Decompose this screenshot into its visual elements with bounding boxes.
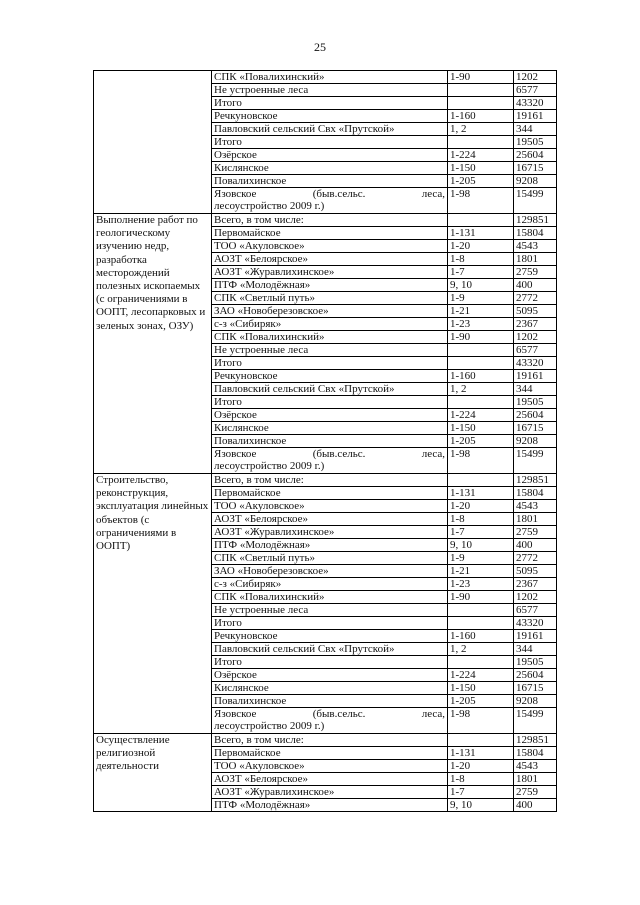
- area-cell: 19161: [514, 370, 557, 383]
- forest-unit-cell: АОЗТ «Журавлихинское»: [212, 526, 448, 539]
- area-cell: 16715: [514, 162, 557, 175]
- activity-type-cell: Выполнение работ по геологическому изучению недр, разработка месторождений полезных ископаемых (с ограничениями в ООПТ, лесопарковых и зеленых зонах, ОЗУ): [94, 214, 212, 474]
- area-cell: 19505: [514, 136, 557, 149]
- forest-unit-cell: СПК «Повалихинский»: [212, 331, 448, 344]
- area-cell: 2759: [514, 266, 557, 279]
- quarters-cell: 1-150: [448, 682, 514, 695]
- quarters-cell: [448, 357, 514, 370]
- quarters-cell: 1-8: [448, 773, 514, 786]
- area-cell: 4543: [514, 760, 557, 773]
- area-cell: 5095: [514, 305, 557, 318]
- forest-unit-cell: ТОО «Акуловское»: [212, 760, 448, 773]
- quarters-cell: 1-23: [448, 578, 514, 591]
- forest-unit-name-part: леса,: [421, 448, 445, 460]
- quarters-cell: 1-20: [448, 500, 514, 513]
- area-cell: 400: [514, 539, 557, 552]
- quarters-cell: 1-131: [448, 487, 514, 500]
- area-cell: 9208: [514, 435, 557, 448]
- area-cell: 2367: [514, 318, 557, 331]
- forest-unit-cell: ПТФ «Молодёжная»: [212, 539, 448, 552]
- forest-unit-cell: Всего, в том числе:: [212, 214, 448, 227]
- forest-unit-cell: Итого: [212, 617, 448, 630]
- forest-unit-cell: СПК «Повалихинский»: [212, 591, 448, 604]
- area-cell: 19505: [514, 656, 557, 669]
- area-cell: 15499: [514, 708, 557, 734]
- forest-unit-cell: СПК «Светлый путь»: [212, 292, 448, 305]
- quarters-cell: 1-160: [448, 110, 514, 123]
- forest-unit-name-line: [214, 448, 445, 460]
- forest-unit-cell: Кислянское: [212, 682, 448, 695]
- forest-unit-name-part: леса,: [421, 188, 445, 200]
- forest-unit-cell: АОЗТ «Белоярское»: [212, 513, 448, 526]
- area-cell: 16715: [514, 422, 557, 435]
- forest-unit-cell: Всего, в том числе:: [212, 474, 448, 487]
- forest-unit-name-part: (быв.сельс.: [312, 188, 366, 200]
- quarters-cell: 1-9: [448, 292, 514, 305]
- forest-unit-name-line2: лесоустройство 2009 г.): [214, 200, 325, 212]
- quarters-cell: 9, 10: [448, 279, 514, 292]
- forest-unit-cell: Озёрское: [212, 409, 448, 422]
- area-cell: 43320: [514, 617, 557, 630]
- area-cell: 25604: [514, 149, 557, 162]
- forest-unit-cell: Итого: [212, 656, 448, 669]
- quarters-cell: 1-224: [448, 149, 514, 162]
- forest-unit-cell: Речкуновское: [212, 370, 448, 383]
- area-cell: 43320: [514, 357, 557, 370]
- forest-unit-cell: Итого: [212, 357, 448, 370]
- area-cell: 19161: [514, 630, 557, 643]
- forest-unit-name-line2: лесоустройство 2009 г.): [214, 720, 325, 732]
- area-cell: 25604: [514, 409, 557, 422]
- forest-unit-cell: [212, 188, 448, 214]
- quarters-cell: 1-205: [448, 175, 514, 188]
- quarters-cell: 1-98: [448, 708, 514, 734]
- area-cell: 43320: [514, 97, 557, 110]
- area-cell: 400: [514, 799, 557, 812]
- quarters-cell: 1, 2: [448, 383, 514, 396]
- area-cell: 16715: [514, 682, 557, 695]
- quarters-cell: 1, 2: [448, 643, 514, 656]
- quarters-cell: 1-20: [448, 760, 514, 773]
- quarters-cell: 1-7: [448, 786, 514, 799]
- forest-unit-cell: с-з «Сибиряк»: [212, 578, 448, 591]
- area-cell: 1202: [514, 331, 557, 344]
- table-row: [94, 734, 557, 747]
- area-cell: 1801: [514, 513, 557, 526]
- quarters-cell: [448, 136, 514, 149]
- area-cell: 15499: [514, 188, 557, 214]
- area-cell: 4543: [514, 500, 557, 513]
- forest-unit-cell: Всего, в том числе:: [212, 734, 448, 747]
- quarters-cell: [448, 617, 514, 630]
- quarters-cell: 1-224: [448, 669, 514, 682]
- forest-unit-cell: Не устроенные леса: [212, 604, 448, 617]
- table-row: [94, 474, 557, 487]
- forest-unit-cell: Итого: [212, 396, 448, 409]
- forest-unit-cell: Повалихинское: [212, 175, 448, 188]
- area-cell: 1801: [514, 773, 557, 786]
- area-cell: 15804: [514, 487, 557, 500]
- quarters-cell: [448, 734, 514, 747]
- area-cell: 15499: [514, 448, 557, 474]
- quarters-cell: 1-90: [448, 591, 514, 604]
- quarters-cell: 1-7: [448, 266, 514, 279]
- forest-unit-cell: Павловский сельский Свх «Прутской»: [212, 643, 448, 656]
- area-cell: 1202: [514, 71, 557, 84]
- quarters-cell: 1-90: [448, 331, 514, 344]
- forest-unit-name-part: (быв.сельс.: [312, 708, 366, 720]
- area-cell: 4543: [514, 240, 557, 253]
- quarters-cell: [448, 344, 514, 357]
- forest-unit-cell: Павловский сельский Свх «Прутской»: [212, 383, 448, 396]
- forest-unit-name-part: Язовское: [214, 448, 257, 460]
- quarters-cell: 1, 2: [448, 123, 514, 136]
- forest-unit-cell: Кислянское: [212, 422, 448, 435]
- quarters-cell: 9, 10: [448, 799, 514, 812]
- forest-use-table: [93, 70, 557, 812]
- quarters-cell: 1-150: [448, 422, 514, 435]
- forest-unit-cell: [212, 448, 448, 474]
- area-cell: 6577: [514, 84, 557, 97]
- quarters-cell: 1-20: [448, 240, 514, 253]
- forest-unit-cell: Повалихинское: [212, 435, 448, 448]
- quarters-cell: 1-224: [448, 409, 514, 422]
- area-cell: 129851: [514, 214, 557, 227]
- quarters-cell: 9, 10: [448, 539, 514, 552]
- quarters-cell: 1-7: [448, 526, 514, 539]
- forest-unit-cell: АОЗТ «Белоярское»: [212, 253, 448, 266]
- area-cell: 2759: [514, 526, 557, 539]
- area-cell: 15804: [514, 747, 557, 760]
- area-cell: 129851: [514, 474, 557, 487]
- area-cell: 2367: [514, 578, 557, 591]
- quarters-cell: 1-150: [448, 162, 514, 175]
- area-cell: 1202: [514, 591, 557, 604]
- area-cell: 9208: [514, 175, 557, 188]
- area-cell: 19161: [514, 110, 557, 123]
- forest-unit-cell: ТОО «Акуловское»: [212, 500, 448, 513]
- quarters-cell: 1-131: [448, 227, 514, 240]
- forest-unit-name-line: [214, 188, 445, 200]
- area-cell: 1801: [514, 253, 557, 266]
- forest-unit-name-part: леса,: [421, 708, 445, 720]
- forest-unit-cell: Не устроенные леса: [212, 84, 448, 97]
- area-cell: 6577: [514, 604, 557, 617]
- forest-unit-cell: АОЗТ «Белоярское»: [212, 773, 448, 786]
- forest-unit-cell: Первомайское: [212, 227, 448, 240]
- forest-unit-name-line2: лесоустройство 2009 г.): [214, 460, 325, 472]
- area-cell: 15804: [514, 227, 557, 240]
- forest-unit-cell: ПТФ «Молодёжная»: [212, 279, 448, 292]
- forest-unit-cell: Озёрское: [212, 149, 448, 162]
- quarters-cell: [448, 604, 514, 617]
- quarters-cell: [448, 396, 514, 409]
- forest-unit-cell: Первомайское: [212, 747, 448, 760]
- forest-unit-cell: Итого: [212, 136, 448, 149]
- quarters-cell: 1-131: [448, 747, 514, 760]
- area-cell: 25604: [514, 669, 557, 682]
- area-cell: 344: [514, 123, 557, 136]
- forest-unit-cell: с-з «Сибиряк»: [212, 318, 448, 331]
- quarters-cell: 1-8: [448, 513, 514, 526]
- area-cell: 2772: [514, 552, 557, 565]
- quarters-cell: 1-160: [448, 370, 514, 383]
- forest-unit-cell: Итого: [212, 97, 448, 110]
- area-cell: 344: [514, 383, 557, 396]
- forest-unit-name-part: (быв.сельс.: [312, 448, 366, 460]
- quarters-cell: 1-98: [448, 188, 514, 214]
- forest-unit-cell: Первомайское: [212, 487, 448, 500]
- quarters-cell: [448, 656, 514, 669]
- quarters-cell: 1-8: [448, 253, 514, 266]
- forest-unit-cell: Озёрское: [212, 669, 448, 682]
- area-cell: 400: [514, 279, 557, 292]
- quarters-cell: 1-90: [448, 71, 514, 84]
- forest-unit-cell: Павловский сельский Свх «Прутской»: [212, 123, 448, 136]
- area-cell: 19505: [514, 396, 557, 409]
- quarters-cell: [448, 84, 514, 97]
- forest-unit-cell: СПК «Светлый путь»: [212, 552, 448, 565]
- quarters-cell: [448, 214, 514, 227]
- quarters-cell: 1-23: [448, 318, 514, 331]
- quarters-cell: 1-160: [448, 630, 514, 643]
- quarters-cell: 1-98: [448, 448, 514, 474]
- forest-unit-cell: Кислянское: [212, 162, 448, 175]
- area-cell: 9208: [514, 695, 557, 708]
- forest-unit-cell: Речкуновское: [212, 630, 448, 643]
- forest-unit-cell: ПТФ «Молодёжная»: [212, 799, 448, 812]
- area-cell: 2772: [514, 292, 557, 305]
- quarters-cell: [448, 474, 514, 487]
- forest-unit-cell: ТОО «Акуловское»: [212, 240, 448, 253]
- quarters-cell: 1-205: [448, 695, 514, 708]
- area-cell: 129851: [514, 734, 557, 747]
- forest-unit-cell: Повалихинское: [212, 695, 448, 708]
- area-cell: 2759: [514, 786, 557, 799]
- area-cell: 5095: [514, 565, 557, 578]
- forest-unit-cell: СПК «Повалихинский»: [212, 71, 448, 84]
- table-row: [94, 71, 557, 84]
- activity-type-cell: [94, 71, 212, 214]
- quarters-cell: 1-21: [448, 305, 514, 318]
- forest-unit-name-part: Язовское: [214, 708, 257, 720]
- quarters-cell: 1-9: [448, 552, 514, 565]
- forest-unit-cell: АОЗТ «Журавлихинское»: [212, 266, 448, 279]
- forest-unit-cell: ЗАО «Новоберезовское»: [212, 305, 448, 318]
- activity-type-cell: Осуществление религиозной деятельности: [94, 734, 212, 812]
- forest-unit-name-part: Язовское: [214, 188, 257, 200]
- forest-unit-cell: Речкуновское: [212, 110, 448, 123]
- quarters-cell: 1-21: [448, 565, 514, 578]
- page-number: 25: [314, 40, 326, 54]
- forest-unit-cell: АОЗТ «Журавлихинское»: [212, 786, 448, 799]
- forest-unit-cell: Не устроенные леса: [212, 344, 448, 357]
- area-cell: 344: [514, 643, 557, 656]
- table-row: [94, 214, 557, 227]
- forest-unit-cell: ЗАО «Новоберезовское»: [212, 565, 448, 578]
- forest-unit-cell: [212, 708, 448, 734]
- area-cell: 6577: [514, 344, 557, 357]
- quarters-cell: 1-205: [448, 435, 514, 448]
- quarters-cell: [448, 97, 514, 110]
- forest-unit-name-line: [214, 708, 445, 720]
- activity-type-cell: Строительство, реконструкция, эксплуатация линейных объектов (с ограничениями в ООПТ): [94, 474, 212, 734]
